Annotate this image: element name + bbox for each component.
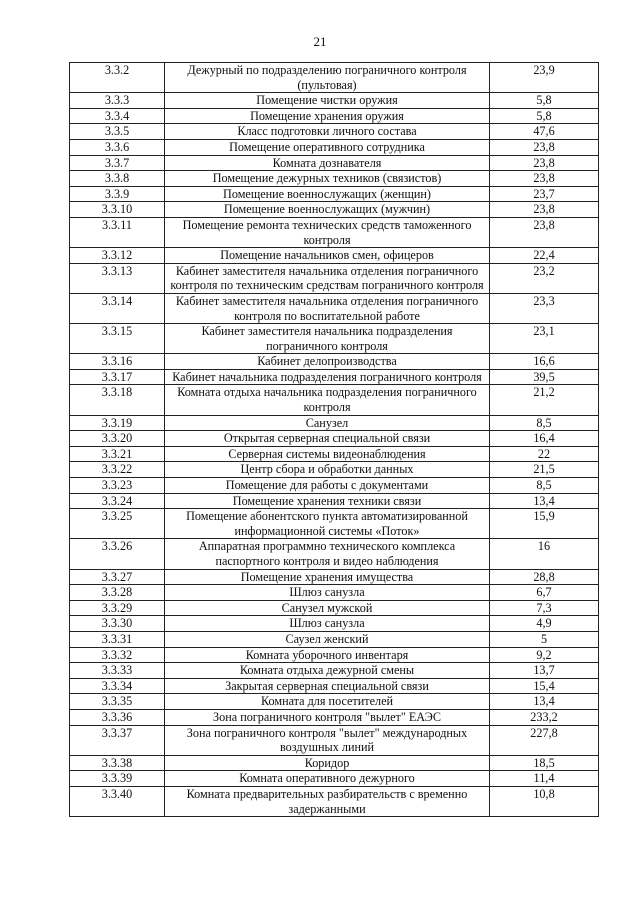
room-area-cell: 4,9: [490, 616, 599, 632]
room-area-cell: 10,8: [490, 786, 599, 816]
room-name-cell: Комната оперативного дежурного: [165, 771, 490, 787]
room-number-cell: 3.3.22: [70, 462, 165, 478]
room-number-cell: 3.3.30: [70, 616, 165, 632]
room-number-cell: 3.3.20: [70, 431, 165, 447]
room-name-cell: Комната для посетителей: [165, 694, 490, 710]
room-area-cell: 13,4: [490, 493, 599, 509]
room-name-cell: Кабинет делопроизводства: [165, 354, 490, 370]
room-area-cell: 5,8: [490, 93, 599, 109]
room-area-cell: 8,5: [490, 415, 599, 431]
room-name-cell: Коридор: [165, 755, 490, 771]
room-number-cell: 3.3.15: [70, 324, 165, 354]
room-area-cell: 23,2: [490, 263, 599, 293]
room-name-cell: Аппаратная программно технического комплекса паспортного контроля и видео наблюдения: [165, 539, 490, 569]
table-row: [70, 248, 599, 264]
room-name-cell: Санузел мужской: [165, 600, 490, 616]
room-name-cell: Саузел женский: [165, 631, 490, 647]
room-area-cell: 16,4: [490, 431, 599, 447]
room-number-cell: 3.3.36: [70, 709, 165, 725]
room-area-cell: 23,8: [490, 217, 599, 247]
table-row: [70, 478, 599, 494]
room-number-cell: 3.3.4: [70, 108, 165, 124]
room-name-cell: Помещение дежурных техников (связистов): [165, 171, 490, 187]
room-number-cell: 3.3.38: [70, 755, 165, 771]
room-number-cell: 3.3.19: [70, 415, 165, 431]
room-area-cell: 22: [490, 446, 599, 462]
table-row: [70, 771, 599, 787]
room-name-cell: Кабинет заместителя начальника подразделения пограничного контроля: [165, 324, 490, 354]
room-number-cell: 3.3.29: [70, 600, 165, 616]
page-number: 21: [313, 34, 327, 49]
table-row: [70, 462, 599, 478]
room-number-cell: 3.3.17: [70, 369, 165, 385]
room-number-cell: 3.3.9: [70, 186, 165, 202]
room-area-cell: 13,7: [490, 663, 599, 679]
table-row: [70, 431, 599, 447]
room-name-cell: Санузел: [165, 415, 490, 431]
room-area-cell: 233,2: [490, 709, 599, 725]
room-area-cell: 15,9: [490, 509, 599, 539]
room-number-cell: 3.3.40: [70, 786, 165, 816]
table-row: [70, 124, 599, 140]
room-area-cell: 23,1: [490, 324, 599, 354]
table-row: [70, 263, 599, 293]
room-number-cell: 3.3.24: [70, 493, 165, 509]
room-number-cell: 3.3.3: [70, 93, 165, 109]
table-row: [70, 186, 599, 202]
table-row: [70, 709, 599, 725]
table-row: [70, 171, 599, 187]
room-area-cell: 47,6: [490, 124, 599, 140]
room-name-cell: Помещение военнослужащих (женщин): [165, 186, 490, 202]
table-row: [70, 324, 599, 354]
room-area-cell: 5,8: [490, 108, 599, 124]
table-row: [70, 354, 599, 370]
room-name-cell: Помещение хранения техники связи: [165, 493, 490, 509]
room-area-cell: 6,7: [490, 585, 599, 601]
table-row: [70, 631, 599, 647]
room-name-cell: Помещение абонентского пункта автоматизированной информационной системы «Поток»: [165, 509, 490, 539]
room-number-cell: 3.3.7: [70, 155, 165, 171]
room-area-cell: 8,5: [490, 478, 599, 494]
room-number-cell: 3.3.5: [70, 124, 165, 140]
room-number-cell: 3.3.2: [70, 63, 165, 93]
room-area-cell: 23,8: [490, 139, 599, 155]
room-number-cell: 3.3.11: [70, 217, 165, 247]
table-row: [70, 108, 599, 124]
table-row: [70, 600, 599, 616]
room-area-cell: 16: [490, 539, 599, 569]
table-row: [70, 539, 599, 569]
room-area-cell: 5: [490, 631, 599, 647]
table-row: [70, 493, 599, 509]
room-area-cell: 21,5: [490, 462, 599, 478]
table-row: [70, 585, 599, 601]
table-row: [70, 725, 599, 755]
room-number-cell: 3.3.14: [70, 293, 165, 323]
room-number-cell: 3.3.26: [70, 539, 165, 569]
room-area-cell: 18,5: [490, 755, 599, 771]
room-area-cell: 7,3: [490, 600, 599, 616]
room-number-cell: 3.3.39: [70, 771, 165, 787]
room-number-cell: 3.3.8: [70, 171, 165, 187]
room-name-cell: Шлюз санузла: [165, 616, 490, 632]
room-number-cell: 3.3.33: [70, 663, 165, 679]
room-number-cell: 3.3.10: [70, 202, 165, 218]
table-row: [70, 569, 599, 585]
table-row: [70, 139, 599, 155]
room-name-cell: Помещение чистки оружия: [165, 93, 490, 109]
room-name-cell: Центр сбора и обработки данных: [165, 462, 490, 478]
room-number-cell: 3.3.23: [70, 478, 165, 494]
room-area-cell: 16,6: [490, 354, 599, 370]
room-number-cell: 3.3.28: [70, 585, 165, 601]
room-area-cell: 39,5: [490, 369, 599, 385]
table-row: [70, 293, 599, 323]
room-area-cell: 23,3: [490, 293, 599, 323]
room-area-cell: 22,4: [490, 248, 599, 264]
table-row: [70, 93, 599, 109]
room-number-cell: 3.3.18: [70, 385, 165, 415]
room-name-cell: Кабинет заместителя начальника отделения пограничного контроля по воспитательной работе: [165, 293, 490, 323]
table-row: [70, 678, 599, 694]
room-number-cell: 3.3.31: [70, 631, 165, 647]
table-row: [70, 786, 599, 816]
room-name-cell: Комната уборочного инвентаря: [165, 647, 490, 663]
table-row: [70, 755, 599, 771]
room-number-cell: 3.3.34: [70, 678, 165, 694]
rooms-table: [69, 62, 599, 817]
table-row: [70, 155, 599, 171]
room-number-cell: 3.3.13: [70, 263, 165, 293]
room-name-cell: Комната отдыха начальника подразделения пограничного контроля: [165, 385, 490, 415]
room-name-cell: Помещение военнослужащих (мужчин): [165, 202, 490, 218]
room-name-cell: Помещение начальников смен, офицеров: [165, 248, 490, 264]
room-name-cell: Комната дознавателя: [165, 155, 490, 171]
table-row: [70, 509, 599, 539]
table-row: [70, 202, 599, 218]
room-number-cell: 3.3.27: [70, 569, 165, 585]
room-area-cell: 23,8: [490, 202, 599, 218]
table-row: [70, 217, 599, 247]
room-name-cell: Помещение ремонта технических средств таможенного контроля: [165, 217, 490, 247]
room-area-cell: 13,4: [490, 694, 599, 710]
table-row: [70, 369, 599, 385]
room-name-cell: Кабинет заместителя начальника отделения пограничного контроля по техническим средствам пограничного контроля: [165, 263, 490, 293]
table-row: [70, 63, 599, 93]
room-name-cell: Дежурный по подразделению пограничного контроля (пультовая): [165, 63, 490, 93]
table-row: [70, 446, 599, 462]
room-area-cell: 23,8: [490, 155, 599, 171]
room-name-cell: Шлюз санузла: [165, 585, 490, 601]
rooms-table-body: [70, 63, 599, 817]
room-name-cell: Комната предварительных разбирательств с временно задержанными: [165, 786, 490, 816]
room-number-cell: 3.3.16: [70, 354, 165, 370]
table-row: [70, 415, 599, 431]
room-name-cell: Открытая серверная специальной связи: [165, 431, 490, 447]
room-area-cell: 23,8: [490, 171, 599, 187]
room-number-cell: 3.3.35: [70, 694, 165, 710]
room-name-cell: Серверная системы видеонаблюдения: [165, 446, 490, 462]
room-name-cell: Кабинет начальника подразделения пограничного контроля: [165, 369, 490, 385]
room-name-cell: Класс подготовки личного состава: [165, 124, 490, 140]
room-area-cell: 11,4: [490, 771, 599, 787]
room-name-cell: Зона пограничного контроля "вылет" международных воздушных линий: [165, 725, 490, 755]
table-row: [70, 694, 599, 710]
room-name-cell: Помещение для работы с документами: [165, 478, 490, 494]
room-number-cell: 3.3.6: [70, 139, 165, 155]
room-area-cell: 23,7: [490, 186, 599, 202]
room-number-cell: 3.3.32: [70, 647, 165, 663]
room-number-cell: 3.3.37: [70, 725, 165, 755]
room-area-cell: 28,8: [490, 569, 599, 585]
room-name-cell: Помещение оперативного сотрудника: [165, 139, 490, 155]
table-row: [70, 616, 599, 632]
room-number-cell: 3.3.25: [70, 509, 165, 539]
room-name-cell: Комната отдыха дежурной смены: [165, 663, 490, 679]
room-name-cell: Помещение хранения имущества: [165, 569, 490, 585]
room-name-cell: Помещение хранения оружия: [165, 108, 490, 124]
table-row: [70, 647, 599, 663]
table-row: [70, 663, 599, 679]
room-area-cell: 21,2: [490, 385, 599, 415]
room-name-cell: Зона пограничного контроля "вылет" ЕАЭС: [165, 709, 490, 725]
room-area-cell: 15,4: [490, 678, 599, 694]
room-area-cell: 9,2: [490, 647, 599, 663]
room-area-cell: 23,9: [490, 63, 599, 93]
table-row: [70, 385, 599, 415]
room-number-cell: 3.3.12: [70, 248, 165, 264]
room-number-cell: 3.3.21: [70, 446, 165, 462]
room-name-cell: Закрытая серверная специальной связи: [165, 678, 490, 694]
room-area-cell: 227,8: [490, 725, 599, 755]
